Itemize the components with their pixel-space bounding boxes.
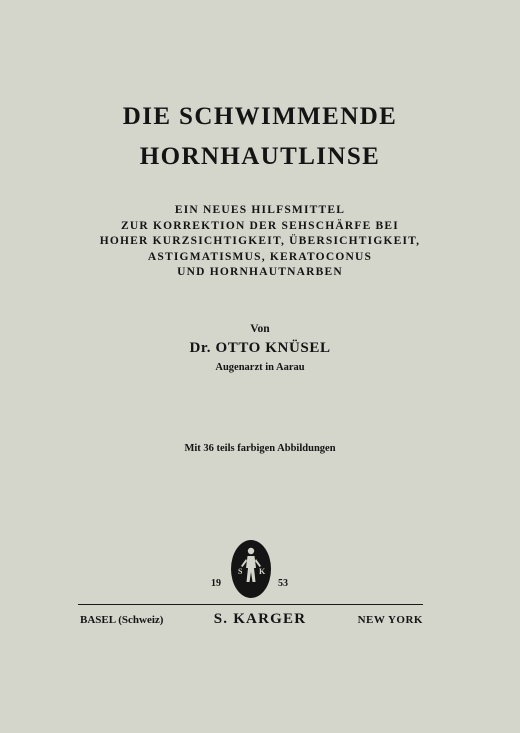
subtitle-line: ASTIGMATISMUS, KERATOCONUS — [147, 250, 373, 263]
subtitle-line: EIN NEUES HILFSMITTEL — [174, 204, 346, 216]
svg-text:S: S — [238, 567, 243, 576]
subtitle-block — [0, 203, 520, 281]
author-name: Dr. OTTO KNÜSEL — [189, 340, 331, 356]
publisher-emblem-icon — [229, 538, 273, 600]
author-affiliation: Augenarzt in Aarau — [215, 362, 305, 373]
subtitle-line: UND HORNHAUTNARBEN — [177, 266, 343, 278]
year-right: 53 — [278, 578, 288, 589]
publisher-divider — [78, 604, 423, 605]
svg-text:K: K — [259, 567, 266, 576]
illustrations-note: Mit 36 teils farbigen Abbildungen — [184, 443, 336, 454]
byline-von: Von — [250, 323, 270, 335]
book-title-line-1: DIE SCHWIMMENDE — [122, 103, 398, 130]
year-left: 19 — [211, 578, 221, 589]
publisher-city-right: NEW YORK — [357, 614, 423, 626]
publisher-name: S. KARGER — [213, 611, 307, 627]
publisher-city-left: BASEL (Schweiz) — [80, 614, 164, 626]
subtitle-line: ZUR KORREKTION DER SEHSCHÄRFE BEI — [121, 219, 399, 232]
subtitle-line: HOHER KURZSICHTIGKEIT, ÜBERSICHTIGKEIT, — [99, 235, 421, 247]
book-title-line-2: HORNHAUTLINSE — [139, 143, 381, 170]
